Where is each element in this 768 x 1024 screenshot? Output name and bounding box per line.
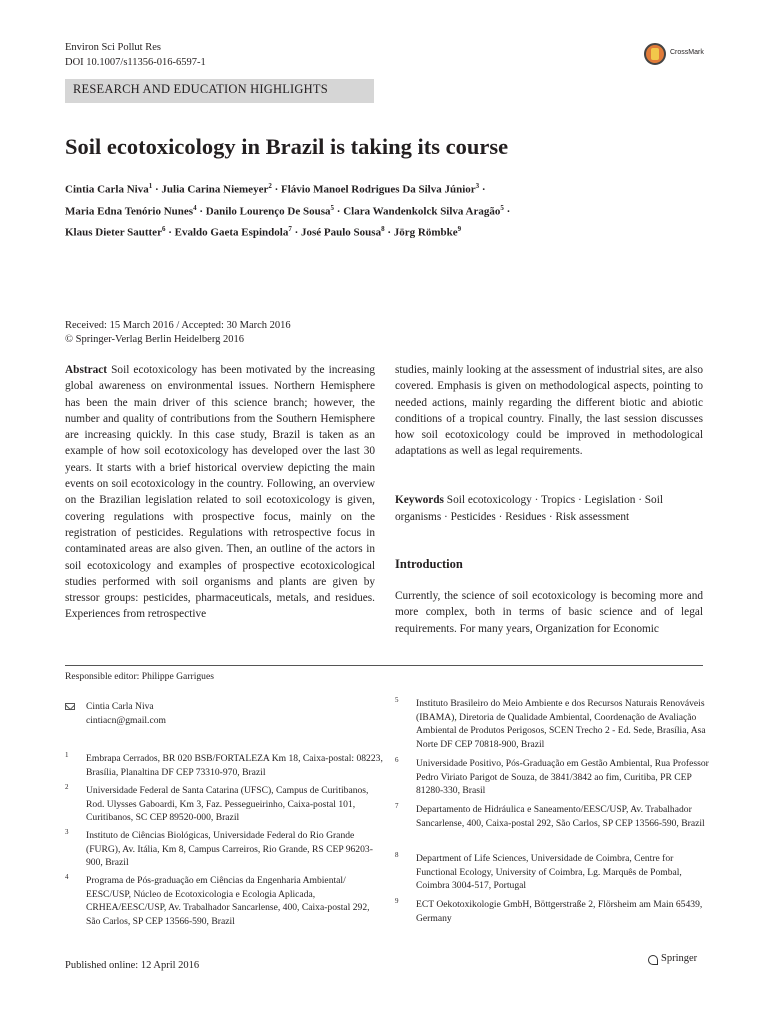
affiliation-number: 2 [65, 783, 69, 791]
crossmark-badge[interactable] [644, 41, 714, 71]
section-banner [65, 79, 374, 103]
crossmark-icon [644, 43, 666, 65]
affiliation-text: Universidade Federal de Santa Catarina (UFSC), Campus de Curitibanos, Rod. Ulysses Gaboardi, Km 3, Faz. Pessegueirinho, Caixa-postal 101, Curitibanos, SC CEP 89520-000, Brazil [86, 785, 369, 823]
author-affil-num: 6 [161, 225, 166, 234]
affiliation-number: 7 [395, 802, 399, 810]
author-name: José Paulo Sousa [301, 226, 382, 239]
published-date: Published online: 12 April 2016 [65, 960, 200, 971]
contact-name: Cintia Carla Niva [86, 701, 154, 712]
contact-email[interactable]: cintiacn@gmail.com [86, 714, 166, 726]
author-name: Jörg Römbke [393, 226, 458, 239]
author-affil-num: 5 [330, 203, 335, 212]
affiliation-number: 4 [65, 873, 69, 881]
section-label: RESEARCH AND EDUCATION HIGHLIGHTS [73, 82, 328, 96]
article-title: Soil ecotoxicology in Brazil is taking its course [65, 134, 509, 159]
crossmark-label: CrossMark [670, 49, 704, 56]
author-name: Maria Edna Tenório Nunes [65, 205, 194, 218]
affiliation-text: Departamento de Hidráulica e Saneamento/EESC/USP, Av. Trabalhador Sancarlense, 400, Caixa-postal 292, São Carlos, SP CEP 13566-590, Brazil [416, 804, 705, 829]
footnote-divider [65, 665, 703, 666]
affiliation-number: 9 [395, 897, 399, 905]
affiliation-text: Department of Life Sciences, Universidade de Coimbra, Centre for Functional Ecology, University of Coimbra, Lg. Marquês de Pombal, Coimbra 3004-517, Portugal [416, 853, 682, 891]
author-name: Cintia Carla Niva [65, 183, 149, 196]
author-affil-num: 2 [268, 182, 272, 190]
author-affil-num: 3 [475, 182, 480, 190]
journal-name: Environ Sci Pollut Res [65, 42, 161, 53]
author-affil-num: 7 [288, 225, 292, 234]
springer-horse-icon [648, 955, 658, 965]
affiliation-text: ECT Oekotoxikologie GmbH, Böttgerstraße 2, Flörsheim am Main 65439, Germany [416, 899, 703, 924]
affiliation-number: 5 [395, 696, 399, 704]
affiliation-text: Universidade Positivo, Pós-Graduação em Gestão Ambiental, Rua Professor Pedro Viriato Parigot de Souza, de 3841/3842 ao fim, Curitiba, PR CEP 81280-330, Brasil [416, 758, 709, 796]
author-name: Julia Carina Niemeyer [161, 183, 269, 196]
affiliation-text: Programa de Pós-graduação em Ciências da Engenharia Ambiental/ EESC/USP, Núcleo de Ecotoxicologia e Ecologia Aplicada, CRHEA/EESC/USP, Av. Trabalhador Sancarlense, 400, Caixa-postal 292, São Carlos, SP CEP 13566-590, Brazil [86, 875, 370, 927]
author-affil-num: 5 [500, 203, 504, 212]
springer-label: Springer [661, 953, 698, 964]
author-affil-num: 9 [457, 225, 462, 234]
abstract-text-left: Soil ecotoxicology has been motivated by the increasing global awareness on environmental issues. Northern Hemisphere has been the main driver of this science branch; however, the number and quality of contributions from the Southern Hemisphere are increasing quickly. In this case study, Brazil is taken as an example of how soil ecotoxicology has developed over the last 30 years. It starts with a brief historical overview depicting the main events on soil ecotoxicology in the country. Following, an overview on the Brazilian legislation related to soil ecotoxicology is given, covering regulations with prospective focus, mainly on the registration of pesticides. Regulations with retrospective focus in contaminated areas are also given. Then, an outline of the actors in soil ecotoxicology and examples of prospective ecotoxicological studies performed with soil organisms and plants are given by stressor groups: pesticides, pharmaceuticals, metals, and residues. Experiences from retrospective [65, 364, 376, 621]
affiliation-text: Instituto Brasileiro do Meio Ambiente e dos Recursos Naturais Renováveis (IBAMA), Diretoria de Qualidade Ambiental, Coordenação de Avaliação Ambiental de Produtos Perigosos, SCEN Trecho 2 - Ed. Sede, Brasília, Asa Norte DF CEP 70818-900, Brazil [416, 698, 706, 750]
keywords [395, 492, 703, 526]
copyright: © Springer-Verlag Berlin Heidelberg 2016 [65, 334, 245, 345]
introduction-text: Currently, the science of soil ecotoxicology is becoming more and more complex, both in terms of basic science and of legal requirements. For many years, Organization for Economic [395, 590, 703, 635]
author-affil-num: 1 [148, 182, 153, 190]
author-affil-num: 8 [381, 225, 385, 234]
author-list: Cintia Carla Niva$^1$ · Julia Carina Niemeyer$^2$ · Flávio Manoel Rodrigues Da Silva Júnior$^3$ · Maria Edna Tenório Nunes$^4$ · Danilo Lourenço De Sousa$^5$ · Clara Wandenkolck Silva Aragão$^5$ · Klaus Dieter Sautter$^6$ · Evaldo Gaeta Espindola$^7$ · José Paulo Sousa$^8$ · Jörg Römbke$^9$ [65, 182, 511, 239]
affiliation-number: 1 [65, 751, 69, 759]
keywords-label: Keywords [395, 494, 444, 506]
journal-header [65, 40, 206, 70]
introduction-heading: Introduction [395, 557, 463, 571]
author-name: Klaus Dieter Sautter [65, 226, 162, 239]
abstract-text-right: studies, mainly looking at the assessment of industrial sites, are also covered. Emphasis is given on methodological aspects, pointing to needed actions, mainly regarding the different biotic and abiotic conditions of a tropical country. Finally, the last session discusses how soil ecotoxicology could be improved in methodological adaptations as well as legal requirements. [395, 364, 703, 458]
author-name: Flávio Manoel Rodrigues Da Silva Júnior [281, 183, 476, 196]
envelope-icon [65, 703, 75, 710]
author-name: Evaldo Gaeta Espindola [174, 226, 289, 239]
received-accepted: Received: 15 March 2016 / Accepted: 30 March 2016 [65, 320, 291, 331]
affiliation-number: 3 [65, 828, 69, 836]
abstract-label: Abstract [65, 364, 108, 376]
doi[interactable]: DOI 10.1007/s11356-016-6597-1 [65, 57, 206, 68]
abstract-left-column [65, 362, 375, 623]
author-name: Clara Wandenkolck Silva Aragão [343, 205, 501, 218]
responsible-editor: Responsible editor: Philippe Garrigues [65, 671, 214, 682]
article-dates [65, 319, 291, 347]
affiliation-number: 6 [395, 756, 399, 764]
author-name: Danilo Lourenço De Sousa [205, 205, 331, 218]
affiliation-number: 8 [395, 851, 399, 859]
affiliation-text: Instituto de Ciências Biológicas, Universidade Federal do Rio Grande (FURG), Av. Itália, Km 8, Campus Carreiros, Rio Grande, RS CEP 96203-900, Brazil [86, 830, 373, 868]
springer-logo [648, 953, 708, 967]
keywords-text: Soil ecotoxicology · Tropics · Legislation · Soil organisms · Pesticides · Residues · Risk assessment [395, 494, 663, 523]
affiliation-text: Embrapa Cerrados, BR 020 BSB/FORTALEZA Km 18, Caixa-postal: 08223, Brasília, Planaltina DF CEP 73310-970, Brazil [86, 753, 383, 778]
abstract-right-column [395, 362, 703, 460]
author-affil-num: 4 [193, 203, 197, 212]
